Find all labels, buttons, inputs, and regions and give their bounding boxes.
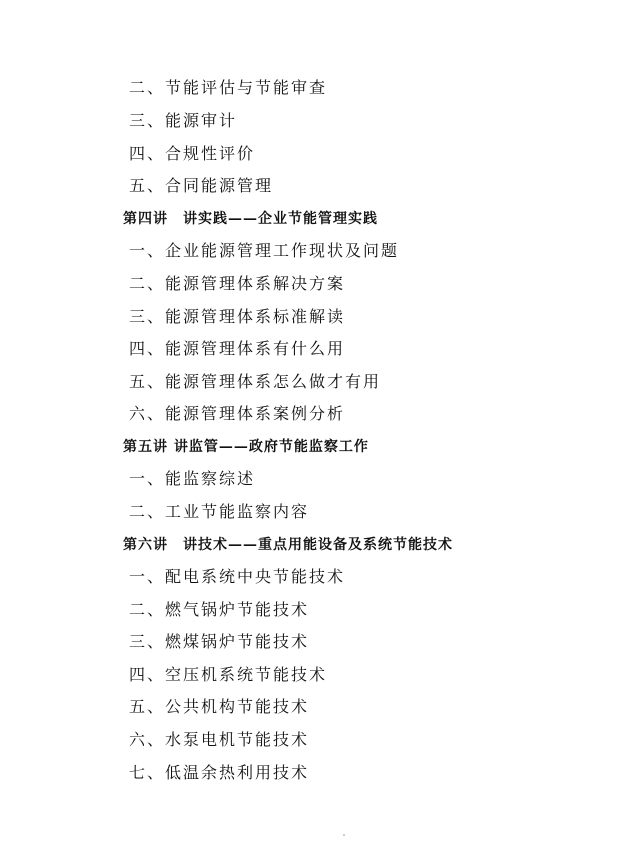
list-item: 二、工业节能监察内容: [129, 502, 310, 521]
list-item: 四、合规性评价: [129, 144, 256, 163]
list-item: 一、能监察综述: [129, 469, 256, 488]
list-item: 一、配电系统中央节能技术: [129, 567, 346, 586]
list-item: 五、公共机构节能技术: [129, 697, 310, 716]
section-heading: 第四讲 讲实践——企业节能管理实践: [123, 211, 378, 227]
list-item: 五、合同能源管理: [129, 176, 274, 195]
list-item: 一、企业能源管理工作现状及问题: [129, 241, 400, 260]
section-heading: 第六讲 讲技术——重点用能设备及系统节能技术: [123, 537, 453, 553]
list-item: 三、能源审计: [129, 111, 238, 130]
list-item: 三、燃煤锅炉节能技术: [129, 632, 310, 651]
list-item: 五、能源管理体系怎么做才有用: [129, 372, 382, 391]
list-item: 二、燃气锅炉节能技术: [129, 600, 310, 619]
list-item: 二、能源管理体系解决方案: [129, 274, 346, 293]
list-item: 二、节能评估与节能审查: [129, 78, 328, 97]
page-mark: [343, 834, 345, 836]
list-item: 四、能源管理体系有什么用: [129, 339, 346, 358]
list-item: 三、能源管理体系标准解读: [129, 307, 346, 326]
list-item: 四、空压机系统节能技术: [129, 665, 328, 684]
list-item: 六、水泵电机节能技术: [129, 730, 310, 749]
list-item: 七、低温余热利用技术: [129, 763, 310, 782]
list-item: 六、能源管理体系案例分析: [129, 404, 346, 423]
section-heading: 第五讲 讲监管——政府节能监察工作: [123, 439, 369, 455]
